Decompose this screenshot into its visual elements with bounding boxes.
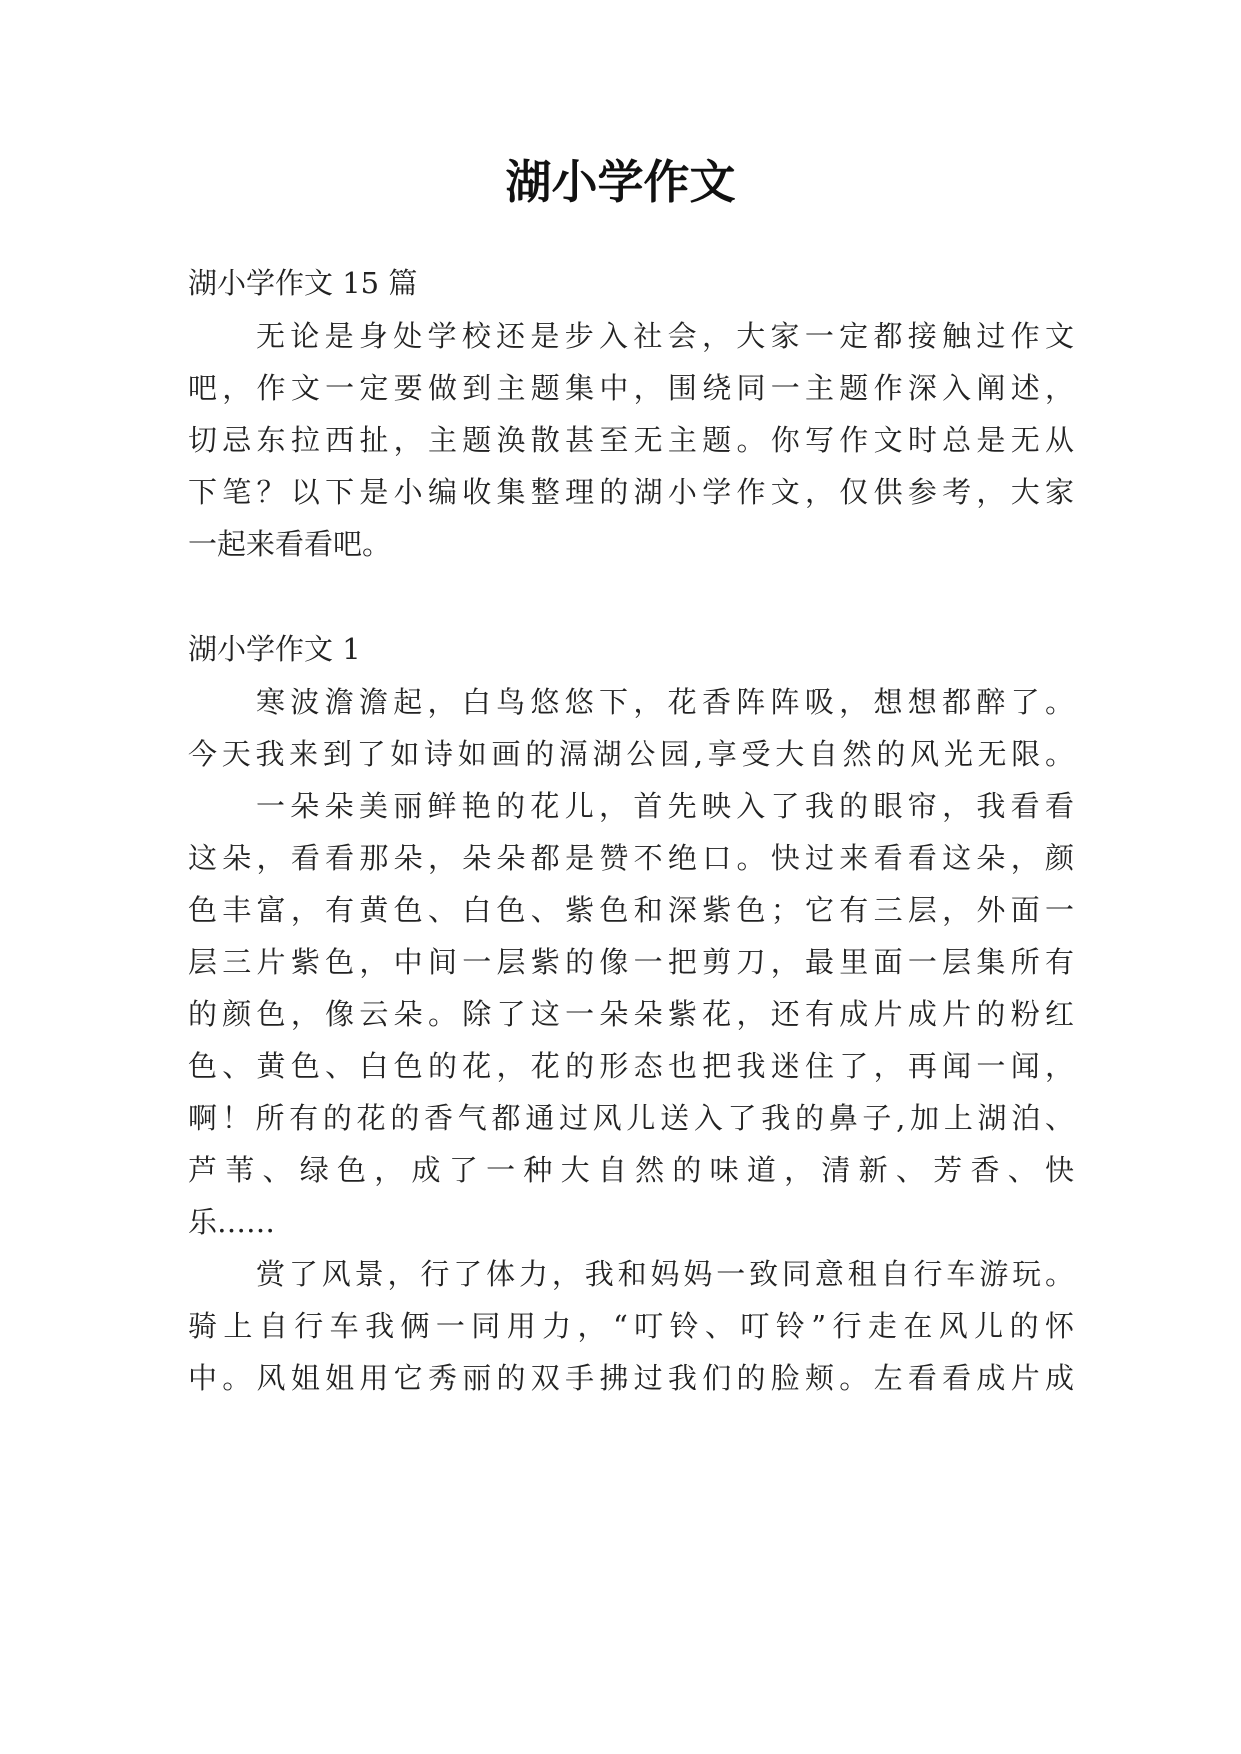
intro-line: 切忌东拉西扯，主题涣散甚至无主题。你写作文时总是无从 <box>188 423 1074 457</box>
body-line: 层三片紫色，中间一层紫的像一把剪刀，最里面一层集所有 <box>188 945 1074 979</box>
collection-subtitle: 湖小学作文 15 篇 <box>188 266 418 300</box>
body-line: 啊！所有的花的香气都通过风儿送入了我的鼻子,加上湖泊、 <box>188 1101 1074 1135</box>
body-line: 赏了风景，行了体力，我和妈妈一致同意租自行车游玩。 <box>256 1257 1074 1291</box>
body-line: 寒波澹澹起，白鸟悠悠下，花香阵阵吸，想想都醉了。 <box>256 685 1074 719</box>
document-title: 湖小学作文 <box>505 155 736 209</box>
intro-line: 无论是身处学校还是步入社会，大家一定都接触过作文 <box>256 319 1074 353</box>
body-line: 骑上自行车我俩一同用力，“叮铃、叮铃”行走在风儿的怀 <box>188 1309 1074 1343</box>
body-line: 芦苇、绿色，成了一种大自然的味道，清新、芳香、快 <box>188 1153 1074 1187</box>
intro-line: 一起来看看吧。 <box>188 527 392 561</box>
section-heading: 湖小学作文 1 <box>188 632 361 666</box>
body-line: 色丰富，有黄色、白色、紫色和深紫色；它有三层，外面一 <box>188 893 1074 927</box>
body-line: 乐…… <box>188 1205 276 1239</box>
body-line: 中。风姐姐用它秀丽的双手拂过我们的脸颊。左看看成片成 <box>188 1361 1074 1395</box>
body-line: 今天我来到了如诗如画的滆湖公园,享受大自然的风光无限。 <box>188 737 1074 771</box>
body-line: 这朵，看看那朵，朵朵都是赞不绝口。快过来看看这朵，颜 <box>188 841 1074 875</box>
body-line: 色、黄色、白色的花，花的形态也把我迷住了，再闻一闻， <box>188 1049 1074 1083</box>
body-line: 的颜色，像云朵。除了这一朵朵紫花，还有成片成片的粉红 <box>188 997 1074 1031</box>
body-line: 一朵朵美丽鲜艳的花儿，首先映入了我的眼帘，我看看 <box>256 789 1074 823</box>
intro-line: 下笔？以下是小编收集整理的湖小学作文，仅供参考，大家 <box>188 475 1074 509</box>
intro-line: 吧，作文一定要做到主题集中，围绕同一主题作深入阐述， <box>188 371 1074 405</box>
